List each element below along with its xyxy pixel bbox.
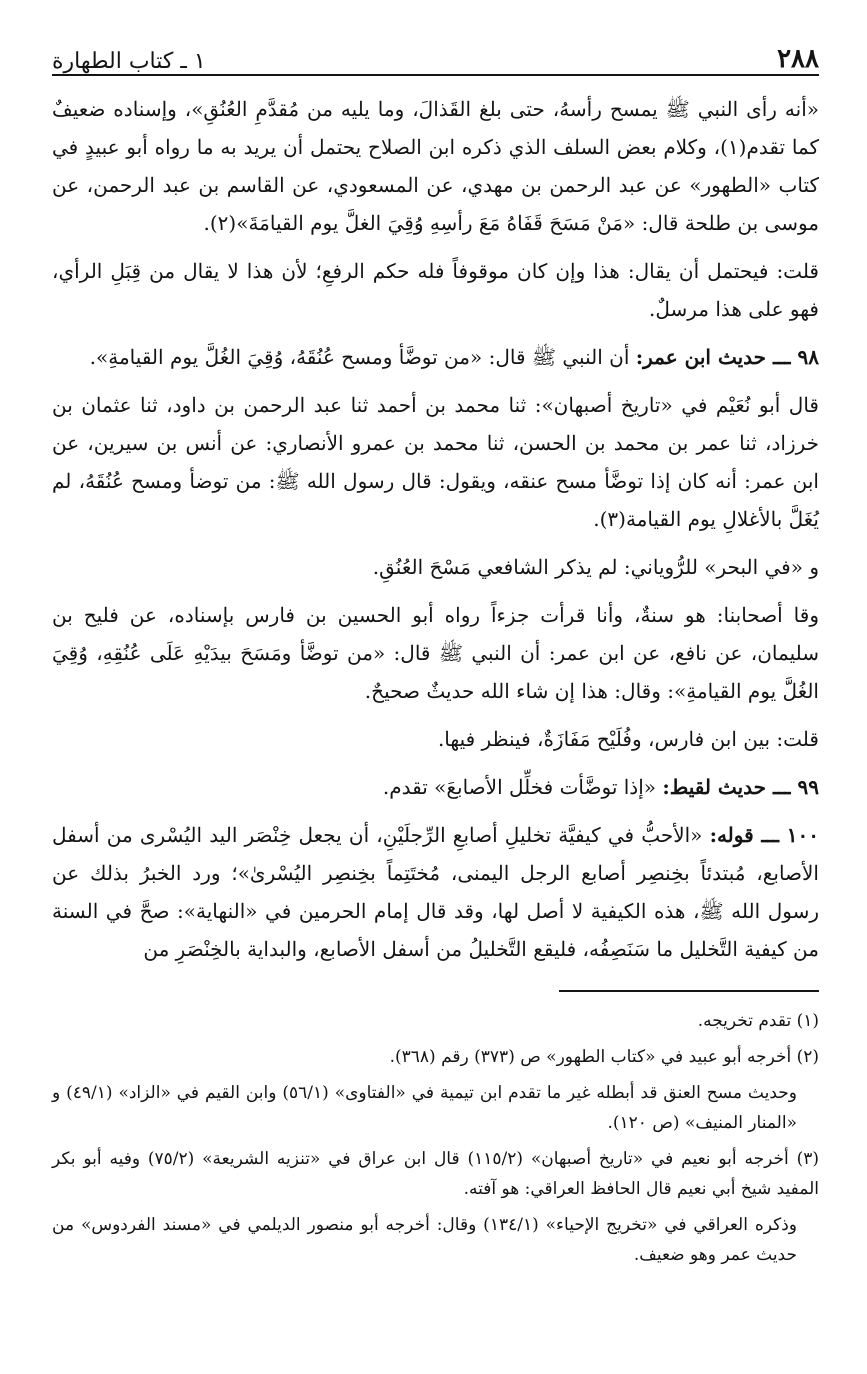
paragraph-text: و «في البحر» للرُّوياني: لم يذكر الشافعي مَسْحَ العُنُقِ.	[372, 555, 819, 579]
paragraph-text: قال أبو نُعَيْم في «تاريخ أصبهان»: ثنا محمد بن أحمد ثنا عبد الرحمن بن داود، ثنا عثمان بن خرزاد، ثنا عمر بن محمد بن الحسن، ثنا محمد بن عمرو الأنصاري: عن أنس بن سيرين، عن ابن عمر: أنه كان إذا توضَّأ مسح عنقه، ويقول: قال رسول الله ﷺ: من توضأ ومسح عُنُقَهُ، لم يُغَلَّ بالأغلالِ يوم القيامة(٣).	[52, 393, 819, 531]
page-number: ٢٨٨	[777, 44, 819, 74]
footnote: وذكره العراقي في «تخريج الإحياء» (١٣٤/١) وقال: أخرجه أبو منصور الديلمي في «مسند الفردوس» من حديث عمر وهو ضعيف.	[52, 1215, 797, 1265]
body-paragraph	[52, 252, 819, 328]
main-text	[52, 90, 819, 968]
hadith-heading: ٩٨ ـــ حديث ابن عمر:	[635, 345, 819, 369]
body-paragraph	[52, 768, 819, 806]
footnote: وحديث مسح العنق قد أبطله غير ما تقدم ابن تيمية في «الفتاوى» (٥٦/١) وابن القيم في «الزاد» (٤٩/١) و «المنار المنيف» (ص ١٢٠).	[52, 1083, 797, 1133]
page-header	[52, 32, 819, 76]
hadith-heading: ١٠٠ ـــ قوله:	[709, 823, 819, 847]
paragraph-text: وقا أصحابنا: هو سنةٌ، وأنا قرأت جزءاً رواه أبو الحسين بن فارس بإسناده، عن فليح بن سليمان، عن نافع، عن ابن عمر: أن النبي ﷺ قال: «من توضَّأ ومَسَحَ بيدَيْهِ عَلَى عُنُقِهِ، وُقِيَ الغُلَّ يوم القيامةِ»: وقال: هذا إن شاء الله حديثٌ صحيحٌ.	[52, 603, 819, 703]
paragraph-text: أن النبي ﷺ قال: «من توضَّأ ومسح عُنُقَهُ، وُقِيَ الغُلَّ يوم القيامةِ».	[89, 345, 636, 369]
body-paragraph	[52, 548, 819, 586]
body-paragraph	[52, 386, 819, 538]
footnote: (١) تقدم تخريجه.	[697, 1011, 819, 1031]
footnote-separator	[559, 990, 819, 992]
paragraph-text: «الأحبُّ في كيفيَّة تخليلِ أصابعِ الرِّجلَيْنِ، أن يجعل خِنْصَر اليد اليُسْرى من أسفل الأصابع، مُبتدئاً بخِنصِر أصابع الرجل اليمنى، مُختَتِماً بخِنصِر اليُسْرىٰ»؛ ورد الخبرُ بذلك عن رسول الله ﷺ، هذه الكيفية لا أصل لها، وقد قال إمام الحرمين في «النهاية»: صحَّ في السنة من كيفية التَّخليل ما سَنَصِفُه، فليقع التَّخليلُ من أسفل الأصابع، والبداية بالخِنْصَرِ من	[52, 823, 819, 961]
body-paragraph	[52, 816, 819, 968]
footnote: (٢) أخرجه أبو عبيد في «كتاب الطهور» ص (٣٧٣) رقم (٣٦٨).	[389, 1047, 819, 1067]
body-paragraph	[52, 596, 819, 710]
body-paragraph	[52, 720, 819, 758]
footnote: (٣) أخرجه أبو نعيم في «تاريخ أصبهان» (١١٥/٢) قال ابن عراق في «تنزيه الشريعة» (٧٥/٢) وفيه أبو بكر المفيد شيخ أبي نعيم قال الحافظ العراقي: هو آفته.	[52, 1149, 819, 1199]
paragraph-text: «أنه رأى النبي ﷺ يمسح رأسهُ، حتى بلغ القَذالَ، وما يليه من مُقدَّمِ العُنُقِ»، وإسناده ضعيفٌ كما تقدم(١)، وكلام بعض السلف الذي ذكره ابن الصلاح يحتمل أن يريد به ما رواه أبو عبيدٍ في كتاب «الطهور» عن عبد الرحمن بن مهدي، عن المسعودي، عن القاسم بن عبد الرحمن، عن موسى بن طلحة قال: «مَنْ مَسَحَ قَفَاهُ مَعَ رأسِهِ وُقِيَ الغلَّ يوم القيامَةَ»(٢).	[52, 97, 820, 235]
paragraph-text: قلت: بين ابن فارس، وفُلَيْح مَفَازَةٌ، فينظر فيها.	[437, 727, 819, 751]
hadith-heading: ٩٩ ـــ حديث لقيط:	[662, 775, 819, 799]
paragraph-text: قلت: فيحتمل أن يقال: هذا وإن كان موقوفاً فله حكم الرفعِ؛ لأن هذا لا يقال من قِبَلِ الرأي، فهو على هذا مرسلٌ.	[52, 259, 819, 321]
body-paragraph	[52, 338, 819, 376]
chapter-title: ١ ـ كتاب الطهارة	[52, 49, 206, 74]
body-paragraph	[52, 90, 819, 242]
paragraph-text: «إذا توضَّأت فخلِّل الأصابعَ» تقدم.	[382, 775, 663, 799]
footnotes	[52, 1006, 819, 1270]
